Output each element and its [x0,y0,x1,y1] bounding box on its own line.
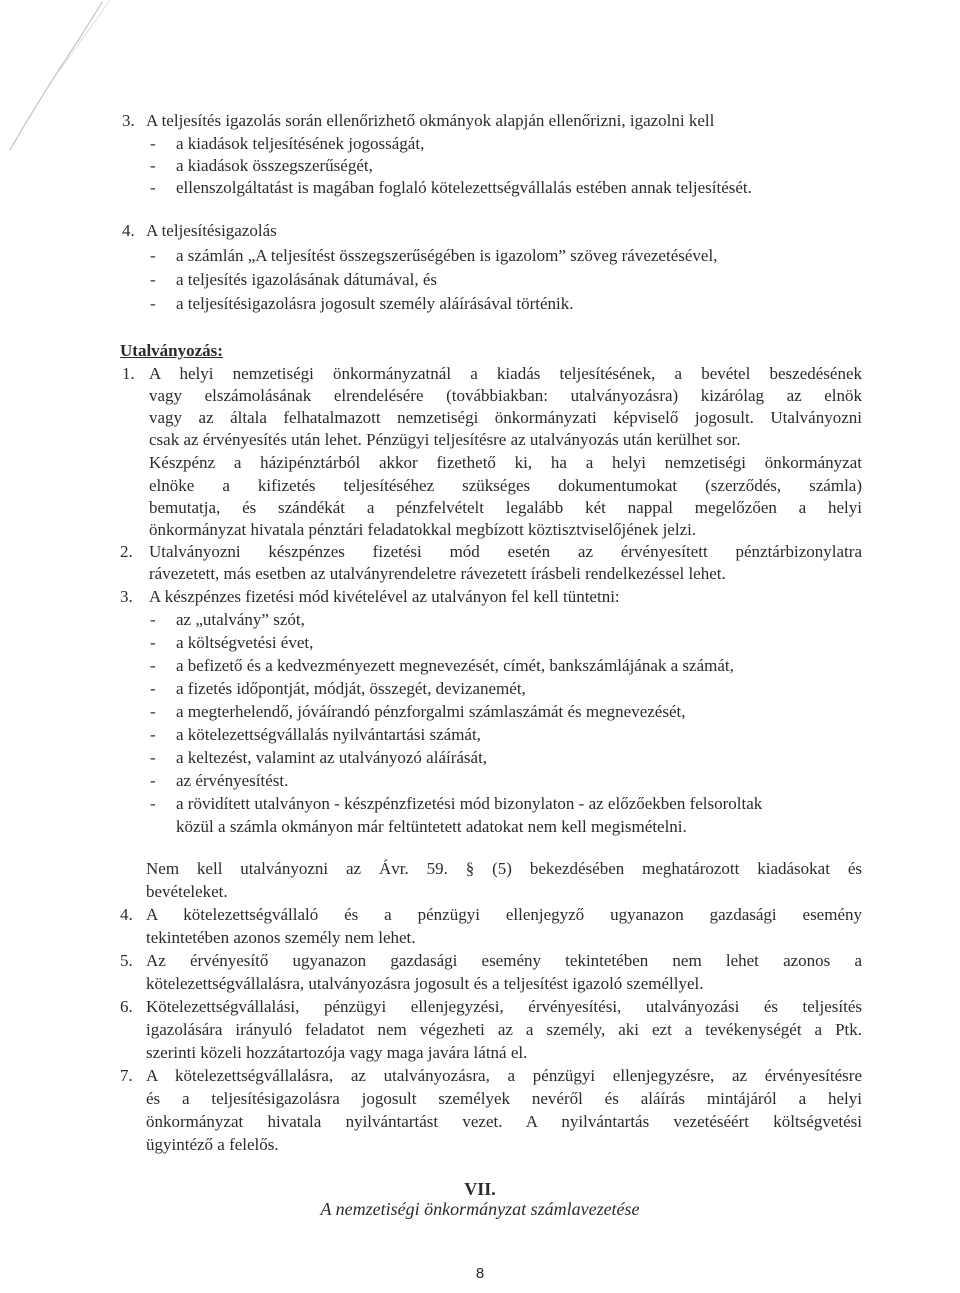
p3-item: a kötelezettségvállalás nyilvántartási számát, [176,725,481,744]
p2-number: 2. [120,542,133,561]
section3-item: ellenszolgáltatást is magában foglaló kötelezettségvállalás estében annak teljesítését. [176,178,752,197]
section4-number: 4. [122,221,135,240]
p3-item: a befizető és a kedvezményezett megnevezését, címét, bankszámlájának a számát, [176,656,734,675]
section3-item: a kiadások teljesítésének jogosságát, [176,134,425,153]
dash: - [150,656,156,675]
p5-number: 5. [120,951,133,970]
p3-intro: A készpénzes fizetési mód kivételével az utalványon fel kell tüntetni: [149,587,620,606]
p1-line: vagy elszámolásának elrendelésére (továbbiakban: utalványozásra) kizárólag az elnök [149,386,862,405]
p3-item: a költségvetési évet, [176,633,314,652]
p3-item: az érvényesítést. [176,771,289,790]
dash: - [150,294,156,313]
p6-line: szerinti közeli hozzátartozója vagy maga javára látná el. [146,1043,528,1062]
p3-item: a keltezést, valamint az utalványozó aláírását, [176,748,488,767]
dash: - [150,794,156,813]
dash: - [150,134,156,153]
p6-line: igazolására irányuló feladatot nem végezheti az a személy, aki ezt a tevékenységét a Ptk. [146,1020,862,1039]
dash: - [150,771,156,790]
section4-item: a teljesítés igazolásának dátumával, és [176,270,438,289]
page-number: 8 [475,1265,485,1282]
dash: - [150,610,156,629]
dash: - [150,246,156,265]
p1-number: 1. [122,364,135,383]
p3-number: 3. [120,587,133,606]
section3-number: 3. [122,111,135,130]
p5-line: kötelezettségvállalásra, utalványozásra jogosult és a teljesítést igazoló személlyel. [146,974,704,993]
section3-intro: A teljesítés igazolás során ellenőrizhető okmányok alapján ellenőrizni, igazolni kell [146,111,715,130]
p1-line: vagy az általa felhatalmazott nemzetiségi önkormányzati képviselő jogosult. Utalványozni [149,408,862,427]
scan-artifact [0,0,130,160]
section3-item: a kiadások összegszerűségét, [176,156,373,175]
note-line: Nem kell utalványozni az Ávr. 59. § (5) bekezdésében meghatározott kiadásokat és [146,859,862,878]
section4-intro: A teljesítésigazolás [146,221,277,240]
p4-number: 4. [120,905,133,924]
dash: - [150,178,156,197]
dash: - [150,270,156,289]
chapter-number: VII. [464,1179,496,1199]
utalvanyozas-heading: Utalványozás: [120,341,223,360]
chapter-title: A nemzetiségi önkormányzat számlavezetése [320,1199,640,1219]
p7-line: A kötelezettségvállalásra, az utalványozásra, a pénzügyi ellenjegyzésre, az érvényesítésre [146,1066,862,1085]
p3-item: a megterhelendő, jóváírandó pénzforgalmi számlaszámát és megnevezését, [176,702,686,721]
p1-line: elnöke a kifizetés teljesítéséhez szükséges dokumentumokat (szerződés, számla) [149,476,862,495]
dash: - [150,679,156,698]
p2-line: rávezetett, más esetben az utalványrendeletre rávezetett írásbeli rendelkezéssel lehet. [149,564,726,583]
dash: - [150,633,156,652]
p4-line: tekintetében azonos személy nem lehet. [146,928,416,947]
p7-line: ügyintéző a felelős. [146,1135,279,1154]
p3-item: a fizetés időpontját, módját, összegét, devizanemét, [176,679,526,698]
p6-number: 6. [120,997,133,1016]
p7-number: 7. [120,1066,133,1085]
p3-item: az „utalvány” szót, [176,610,305,629]
p3-item-continuation: közül a számla okmányon már feltüntetett adatokat nem kell megismételni. [176,817,687,836]
section4-item: a teljesítésigazolásra jogosult személy aláírásával történik. [176,294,574,313]
p3-item: a rövidített utalványon - készpénzfizetési mód bizonylaton - az előzőekben felsoroltak [176,794,763,813]
p1-line: A helyi nemzetiségi önkormányzatnál a kiadás teljesítésének, a bevétel beszedésének [149,364,862,383]
p4-line: A kötelezettségvállaló és a pénzügyi ellenjegyző ugyanazon gazdasági esemény [146,905,862,924]
p1-line: bemutatja, és szándékát a pénzfelvételt legalább két nappal megelőzően a helyi [149,498,862,517]
p1-line: Készpénz a házipénztárból akkor fizethető ki, ha a helyi nemzetiségi önkormányzat [149,453,862,472]
p6-line: Kötelezettségvállalási, pénzügyi ellenjegyzési, érvényesítési, utalványozási és teljesítés [146,997,862,1016]
dash: - [150,702,156,721]
p1-line: csak az érvényesítés után lehet. Pénzügyi teljesítésre az utalványozás után kerülhet sor. [149,430,741,449]
p7-line: és a teljesítésigazolásra jogosult személyek nevéről és aláírás mintájáról a helyi [146,1089,862,1108]
dash: - [150,156,156,175]
p2-line: Utalványozni készpénzes fizetési mód esetén az érvényesített pénztárbizonylatra [149,542,862,561]
p5-line: Az érvényesítő ugyanazon gazdasági esemény tekintetében nem lehet azonos a [146,951,862,970]
section4-item: a számlán „A teljesítést összegszerűségében is igazolom” szöveg rávezetésével, [176,246,718,265]
dash: - [150,725,156,744]
dash: - [150,748,156,767]
note-line: bevételeket. [146,882,228,901]
p1-line: önkormányzat hivatala pénztári feladatokkal megbízott köztisztviselőjének jelzi. [149,520,697,539]
p7-line: önkormányzat hivatala nyilvántartást vezet. A nyilvántartás vezetéséért költségvetési [146,1112,862,1131]
